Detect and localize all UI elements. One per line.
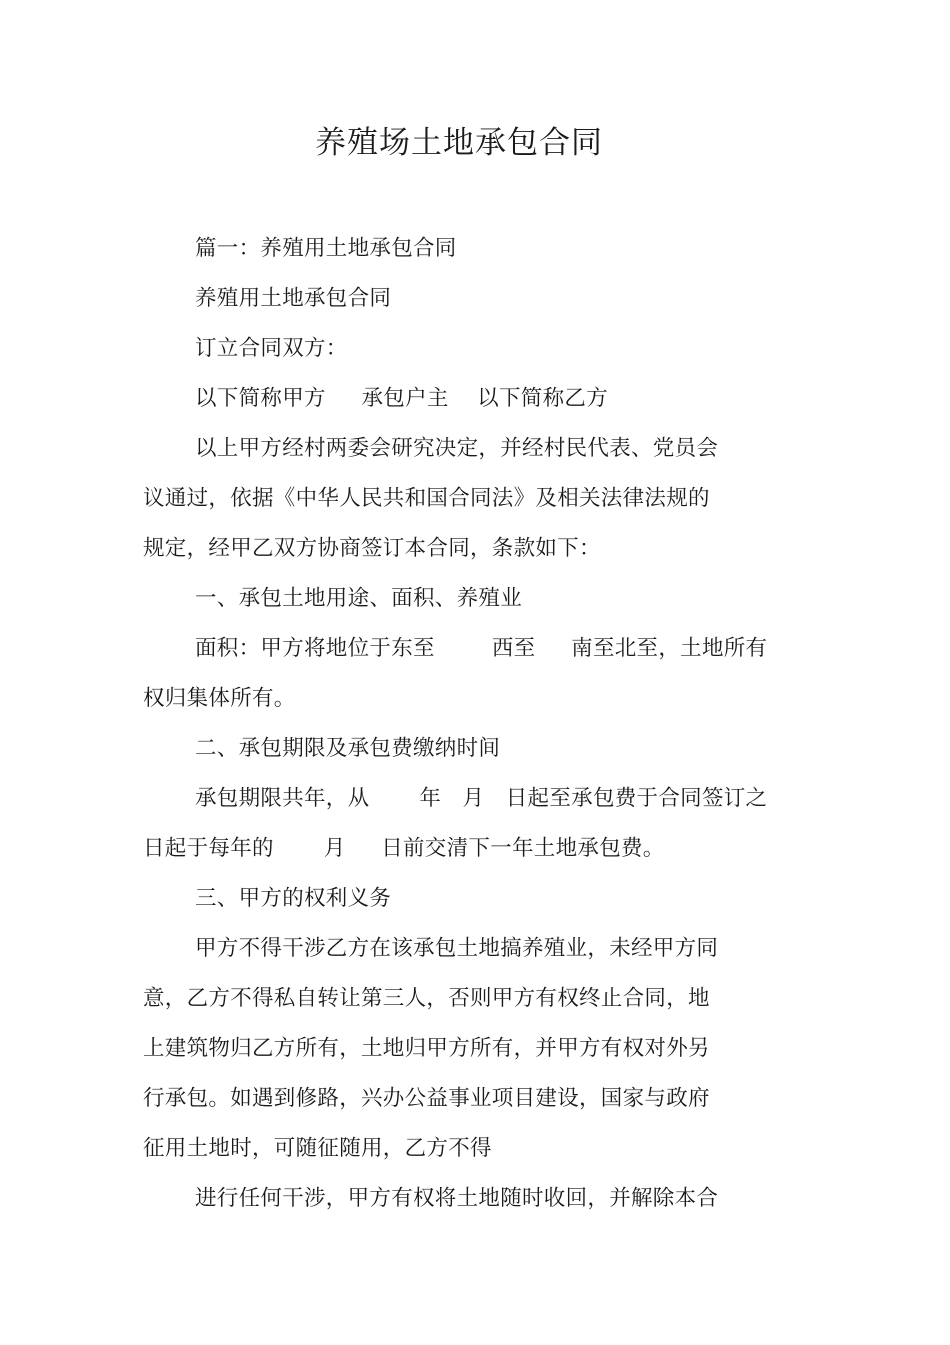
- paragraph-line: 日起于每年的 月 日前交清下一年土地承包费。: [143, 836, 665, 861]
- paragraph-line: 篇一：养殖用土地承包合同: [195, 236, 457, 261]
- paragraph-line: 征用土地时，可随征随用，乙方不得: [143, 1136, 492, 1161]
- paragraph-line: 二、承包期限及承包费缴纳时间: [195, 736, 501, 761]
- document-title: 养殖场土地承包合同: [315, 125, 603, 161]
- paragraph-line: 进行任何干涉，甲方有权将土地随时收回，并解除本合: [195, 1186, 719, 1211]
- paragraph-line: 甲方不得干涉乙方在该承包土地搞养殖业，未经甲方同: [195, 936, 719, 961]
- paragraph-line: 一、承包土地用途、面积、养殖业: [195, 586, 523, 611]
- paragraph-line: 权归集体所有。: [143, 686, 296, 711]
- paragraph-line: 规定，经甲乙双方协商签订本合同，条款如下：: [143, 536, 601, 561]
- paragraph-line: 上建筑物归乙方所有，土地归甲方所有，并甲方有权对外另: [143, 1036, 710, 1061]
- paragraph-line: 以下简称甲方 承包户主 以下简称乙方: [195, 386, 609, 411]
- paragraph-line: 面积：甲方将地位于东至 西至 南至北至，土地所有: [195, 636, 768, 661]
- paragraph-line: 订立合同双方：: [195, 336, 348, 361]
- paragraph-line: 意，乙方不得私自转让第三人，否则甲方有权终止合同，地: [143, 986, 710, 1011]
- paragraph-line: 三、甲方的权利义务: [195, 886, 392, 911]
- paragraph-line: 以上甲方经村两委会研究决定，并经村民代表、党员会: [195, 436, 719, 461]
- paragraph-line: 议通过，依据《中华人民共和国合同法》及相关法律法规的: [143, 486, 710, 511]
- paragraph-line: 养殖用土地承包合同: [195, 286, 392, 311]
- document-body: [143, 224, 803, 1224]
- paragraph-line: 承包期限共年，从 年 月 日起至承包费于合同签订之: [195, 786, 768, 811]
- paragraph-line: 行承包。如遇到修路，兴办公益事业项目建设，国家与政府: [143, 1086, 710, 1111]
